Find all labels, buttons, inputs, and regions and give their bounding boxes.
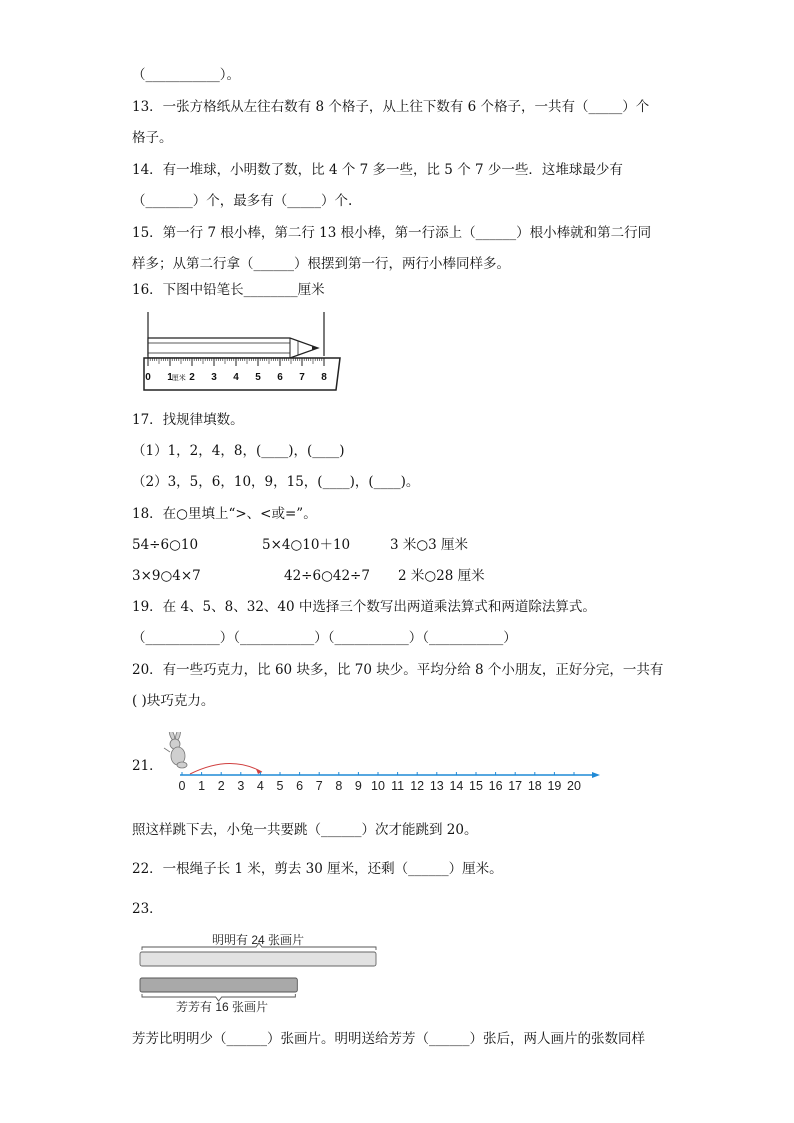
question-23-number: 23．: [132, 901, 163, 917]
mingming-bar: [140, 952, 376, 966]
ruler-figure: [140, 310, 350, 396]
number-line-label: 16: [488, 779, 503, 793]
number-line-label: 6: [296, 779, 304, 793]
number-line-label: 19: [547, 779, 562, 793]
question-20-line-2: ( )块巧克力。: [132, 693, 215, 709]
compare-1: 54÷6○10: [132, 537, 199, 553]
compare-3: 3 米○3 厘米: [390, 537, 469, 553]
compare-2: 5×4○10＋10: [262, 537, 351, 553]
question-15-line-2: 样多；从第二行拿（______）根摆到第一行，两行小棒同样多。: [132, 256, 510, 272]
number-line-svg: [160, 732, 610, 794]
number-line-label: 13: [429, 779, 444, 793]
question-16: 16．下图中铅笔长________厘米: [132, 282, 325, 298]
compare-6: 2 米○28 厘米: [398, 568, 485, 584]
number-line-label: 1: [198, 779, 206, 793]
rabbit-icon: [164, 732, 187, 768]
number-line-label: 10: [371, 779, 385, 793]
question-20-line-1: 20．有一些巧克力，比 60 块多，比 70 块少。平均分给 8 个小朋友，正好分完，一共有: [132, 662, 664, 678]
ruler-tick-label: 7: [299, 372, 305, 383]
bar-model-figure: [136, 928, 386, 1024]
pencil-icon: [148, 338, 318, 358]
bottom-bar-label: 芳芳有 16 张画片: [176, 1000, 269, 1014]
ruler-tick-label: 5: [255, 372, 261, 383]
number-line-label: 0: [178, 779, 186, 793]
compare-4: 3×9○4×7: [132, 568, 201, 584]
number-line-label: 15: [469, 779, 483, 793]
question-17: 17．找规律填数。: [132, 412, 244, 428]
question-22: 22．一根绳子长 1 米，剪去 30 厘米，还剩（______）厘米。: [132, 861, 503, 877]
number-line-label: 2: [217, 779, 225, 793]
compare-5: 42÷6○42÷7: [284, 568, 370, 584]
number-line-label: 11: [391, 779, 405, 793]
ruler-tick-label: 1: [167, 372, 173, 383]
number-line-label: 12: [410, 779, 425, 793]
question-19: 19．在 4、5、8、32、40 中选择三个数写出两道乘法算式和两道除法算式。: [132, 599, 596, 615]
arrow-right-icon: [592, 772, 600, 778]
ruler-svg: [140, 310, 350, 392]
jump-arc: [190, 763, 262, 774]
top-bar-label: 明明有 24 张画片: [212, 933, 305, 947]
question-17-part-2: （2）3，5，6，10，9，15，(____)，(____)。: [132, 474, 420, 490]
ruler-unit-label: 厘米: [171, 375, 186, 382]
ruler-tick-label: 6: [277, 372, 283, 383]
question-17-part-1: （1）1，2，4，8，(____)，(____): [132, 443, 345, 459]
ruler-tick-label: 4: [233, 372, 239, 383]
number-line-label: 4: [256, 779, 264, 793]
fangfang-bar: [140, 978, 297, 992]
number-line-label: 7: [315, 779, 323, 793]
line-blank-0: （___________）。: [132, 67, 240, 83]
ruler-tick-label: 3: [211, 372, 217, 383]
question-13-line-2: 格子。: [132, 130, 173, 146]
question-18: 18．在○里填上“>、<或=”。: [132, 506, 317, 522]
number-line-label: 9: [354, 779, 362, 793]
question-14-line-2: （_______）个，最多有（_____）个.: [132, 193, 353, 209]
question-14-line-1: 14．有一堆球，小明数了数，比 4 个 7 多一些，比 5 个 7 少一些．这堆球最少有: [132, 162, 623, 178]
question-15-line-1: 15．第一行 7 根小棒，第二行 13 根小棒，第一行添上（______）根小棒就和第二行同: [132, 225, 652, 241]
question-13-line-1: 13．一张方格纸从左往右数有 8 个格子，从上往下数有 6 个格子，一共有（_____）个: [132, 99, 650, 115]
bar-model-svg: [136, 928, 386, 1020]
number-line-label: 8: [335, 779, 343, 793]
question-19-blanks: （___________）（___________）（___________）（___________）: [132, 630, 517, 646]
number-line-label: 20: [567, 779, 581, 793]
number-line-label: 17: [508, 779, 523, 793]
ruler-tick-label: 8: [321, 372, 327, 383]
ruler-tick-label: 2: [189, 372, 195, 383]
question-23: 芳芳比明明少（______）张画片。明明送给芳芳（______）张后，两人画片的张数同样: [132, 1031, 645, 1047]
number-line-label: 5: [276, 779, 284, 793]
question-21-number: 21．: [132, 758, 163, 774]
ruler-tick-label: 0: [145, 372, 151, 383]
number-line-label: 3: [237, 779, 245, 793]
question-21: 照这样跳下去，小兔一共要跳（______）次才能跳到 20。: [132, 822, 478, 838]
number-line-label: 14: [449, 779, 464, 793]
number-line-label: 18: [527, 779, 542, 793]
number-line-figure: [160, 732, 610, 798]
ruler-icon: [144, 358, 340, 390]
